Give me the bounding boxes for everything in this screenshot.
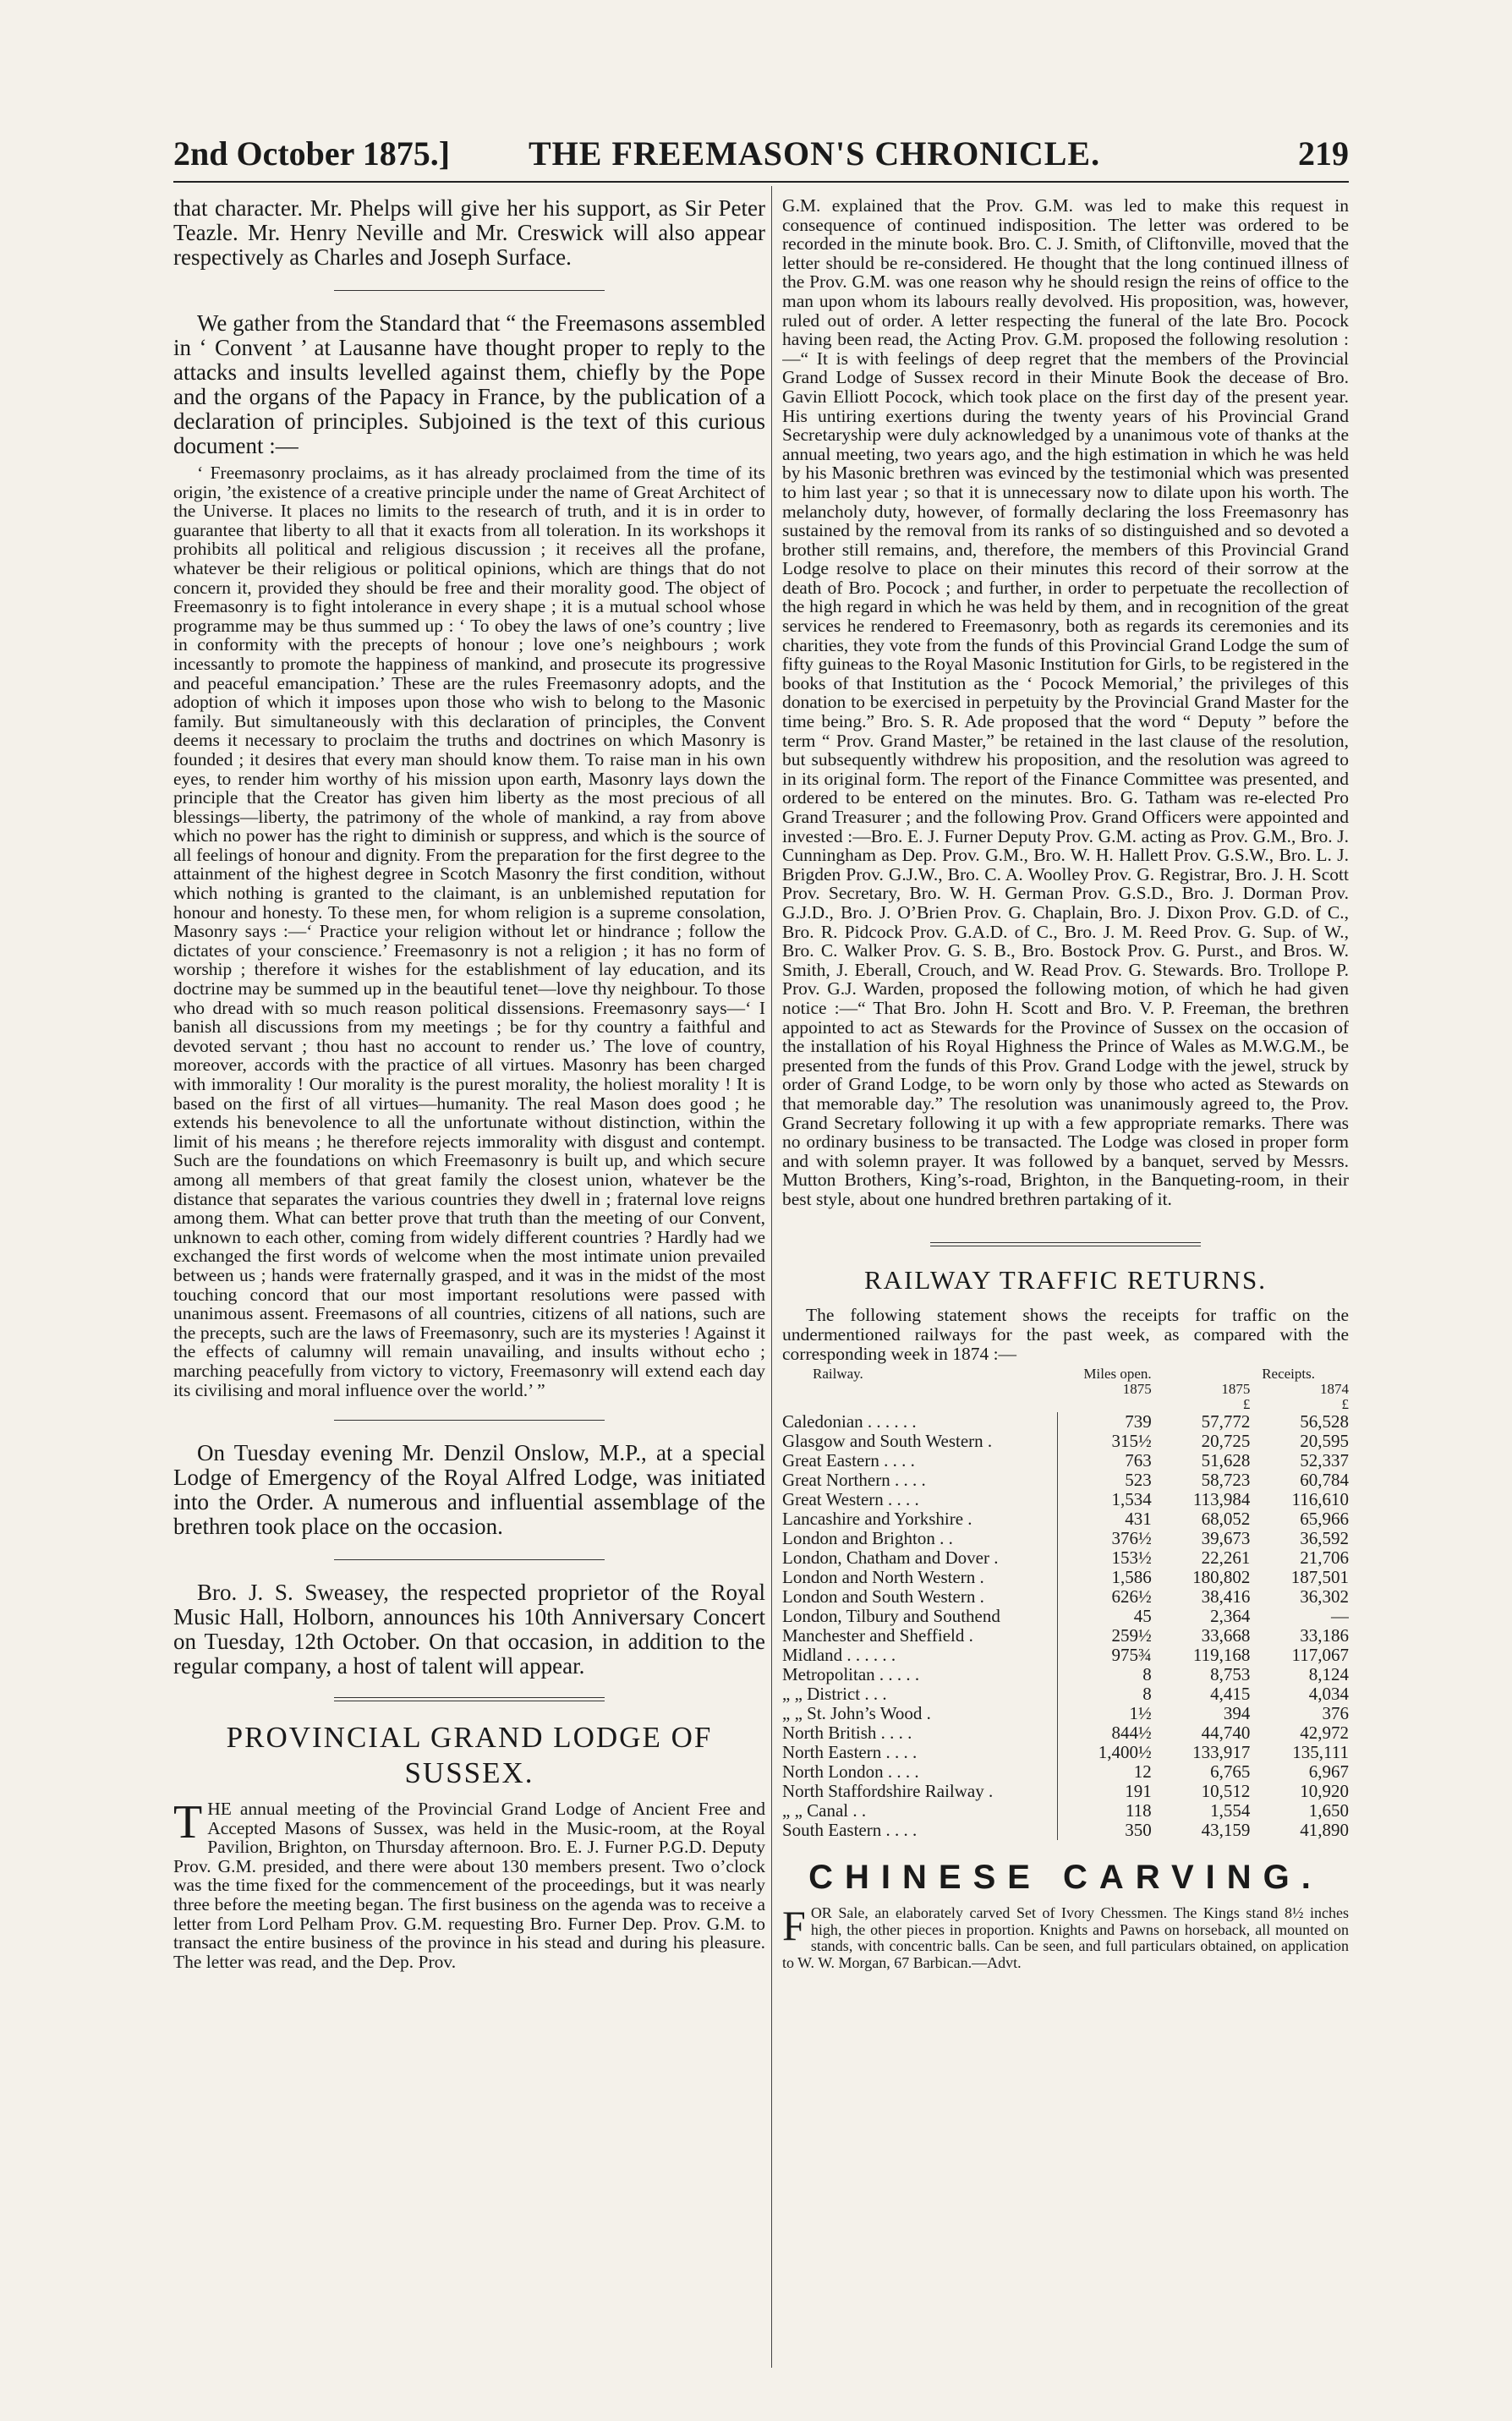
sussex-heading-line1: PROVINCIAL GRAND LODGE OF	[226, 1721, 713, 1755]
table-row	[782, 1412, 1349, 1432]
railway-table-currency	[782, 1397, 1349, 1412]
table-row	[782, 1509, 1349, 1529]
railway-name: „ „ Canal . .	[782, 1801, 1057, 1821]
table-row	[782, 1684, 1349, 1704]
table-row	[782, 1762, 1349, 1782]
miles-open: 118	[1125, 1800, 1152, 1821]
railway-name: North Eastern . . . .	[782, 1743, 1057, 1762]
receipts-1875: 113,984	[1192, 1489, 1251, 1510]
railway-name: Great Eastern . . . .	[782, 1451, 1057, 1471]
receipts-1874: 65,966	[1300, 1509, 1349, 1530]
miles-open: 1,534	[1111, 1489, 1152, 1510]
receipts-1874: —	[1331, 1606, 1349, 1627]
year-1875: 1875	[1221, 1381, 1251, 1398]
col-receipts: Receipts.	[1262, 1366, 1315, 1383]
sussex-heading-line2: SUSSEX.	[404, 1756, 534, 1790]
chinese-ad-text: OR Sale, an elaborately carved Set of Ivory Chessmen. The Kings stand 8½ inches high, the other pieces in proportion. Knights and Pawns on horseback, all mounted on stands, with concentric balls. Can be seen, and full particulars obtained, on application to W. W. Morgan, 67 Barbican.—Advt.	[782, 1904, 1349, 1971]
receipts-1874: 116,610	[1291, 1489, 1349, 1510]
railway-name: South Eastern . . . .	[782, 1821, 1057, 1840]
table-row	[782, 1782, 1349, 1801]
table-row	[782, 1548, 1349, 1568]
column-divider	[771, 186, 772, 2368]
receipts-1874: 6,967	[1308, 1761, 1349, 1783]
railway-table	[782, 1367, 1349, 1840]
receipts-1874: 42,972	[1300, 1723, 1349, 1744]
section-rule	[334, 1420, 605, 1421]
railway-heading: RAILWAY TRAFFIC RETURNS.	[863, 1265, 1268, 1295]
left-column	[173, 196, 765, 2395]
receipts-1874: 4,034	[1308, 1684, 1349, 1705]
table-row	[782, 1743, 1349, 1762]
receipts-1875: 58,723	[1201, 1470, 1251, 1491]
miles-open: 1,586	[1111, 1567, 1152, 1588]
receipts-1874: 8,124	[1308, 1664, 1349, 1685]
miles-open: 8	[1142, 1664, 1152, 1685]
railway-name: Great Northern . . . .	[782, 1471, 1057, 1490]
sussex-paragraph	[173, 1796, 765, 1972]
receipts-1874: 117,067	[1291, 1645, 1349, 1666]
railway-name: North British . . . .	[782, 1723, 1057, 1743]
miles-open: 8	[1142, 1684, 1152, 1705]
phelps-paragraph: that character. Mr. Phelps will give her his support, as Sir Peter Teazle. Mr. Henry Neville and Mr. Creswick will also appear respectively as Charles and Joseph Surface.	[173, 196, 765, 270]
railway-name: London, Tilbury and Southend	[782, 1607, 1057, 1626]
header-rule	[173, 181, 1349, 183]
receipts-1874: 10,920	[1300, 1781, 1349, 1802]
table-row	[782, 1704, 1349, 1723]
miles-open: 626½	[1111, 1586, 1152, 1608]
miles-open: 431	[1125, 1509, 1152, 1530]
railway-name: North Staffordshire Railway .	[782, 1782, 1057, 1801]
table-row	[782, 1432, 1349, 1451]
miles-open: 763	[1125, 1450, 1152, 1471]
receipts-1875: 44,740	[1201, 1723, 1251, 1744]
receipts-1875: 33,668	[1201, 1625, 1251, 1646]
railway-name: Great Western . . . .	[782, 1490, 1057, 1509]
railway-name: Manchester and Sheffield .	[782, 1626, 1057, 1646]
receipts-1874: 187,501	[1290, 1567, 1349, 1588]
railway-name: London, Chatham and Dover .	[782, 1548, 1057, 1568]
miles-open: 1½	[1129, 1703, 1152, 1724]
sussex-dropcap: T	[173, 1796, 203, 1849]
currency-1874: £	[1341, 1396, 1349, 1413]
table-row	[782, 1471, 1349, 1490]
railway-name: Lancashire and Yorkshire .	[782, 1509, 1057, 1529]
receipts-1874: 20,595	[1300, 1431, 1349, 1452]
receipts-1874: 1,650	[1308, 1800, 1349, 1821]
receipts-1874: 52,337	[1300, 1450, 1349, 1471]
table-row	[782, 1801, 1349, 1821]
receipts-1875: 4,415	[1210, 1684, 1251, 1705]
receipts-1874: 376	[1322, 1703, 1349, 1724]
receipts-1875: 394	[1223, 1703, 1251, 1724]
railway-name: London and Brighton . .	[782, 1529, 1057, 1548]
header-date: 2nd October 1875.]	[173, 134, 451, 173]
receipts-1874: 36,302	[1300, 1586, 1349, 1608]
sussex-heading	[173, 1720, 765, 1791]
table-row	[782, 1607, 1349, 1626]
railway-name: Midland . . . . . .	[782, 1646, 1057, 1665]
miles-open: 315½	[1111, 1431, 1152, 1452]
table-row	[782, 1646, 1349, 1665]
railway-name: North London . . . .	[782, 1762, 1057, 1782]
railway-name: London and North Western .	[782, 1568, 1057, 1587]
receipts-1875: 57,772	[1201, 1411, 1251, 1432]
receipts-1874: 56,528	[1300, 1411, 1349, 1432]
header-title: THE FREEMASON'S CHRONICLE.	[529, 134, 1101, 173]
receipts-1875: 1,554	[1210, 1800, 1251, 1821]
receipts-1874: 33,186	[1300, 1625, 1349, 1646]
double-rule	[334, 1697, 605, 1701]
miles-open: 191	[1125, 1781, 1152, 1802]
table-row	[782, 1568, 1349, 1587]
receipts-1874: 41,890	[1300, 1820, 1349, 1841]
table-row	[782, 1451, 1349, 1471]
receipts-1875: 133,917	[1192, 1742, 1251, 1763]
receipts-1875: 119,168	[1192, 1645, 1251, 1666]
table-row	[782, 1626, 1349, 1646]
chinese-carving-ad	[782, 1902, 1349, 1971]
receipts-1875: 38,416	[1201, 1586, 1251, 1608]
onslow-paragraph: On Tuesday evening Mr. Denzil Onslow, M.P., at a special Lodge of Emergency of the Royal Alfred Lodge, was initiated into the Order. A numerous and influential assemblage of the brethren took place on the occasion.	[173, 1440, 765, 1540]
table-row	[782, 1587, 1349, 1607]
miles-open: 12	[1133, 1761, 1152, 1783]
year-miles: 1875	[1122, 1381, 1152, 1398]
sussex-paragraph-text: HE annual meeting of the Provincial Grand Lodge of Ancient Free and Accepted Masons of Sussex, was held in the Music-room, at the Royal Pavilion, Brighton, on Thursday afternoon. Bro. E. J. Furner P.G.D. Deputy Prov. G.M. presided, and there were about 130 members present. Two o’clock was the time fixed for the commencement of the proceedings, but it was nearly three before the meeting began. The first business on the agenda was to receive a letter from Lord Pelham Prov. G.M. requesting Bro. Furner Dep. Prov. G.M. to transact the entire business of the province in his stead and during his pleasure. The letter was read, and the Dep. Prov.	[173, 1799, 765, 1972]
miles-open: 1,400½	[1098, 1742, 1152, 1763]
railway-table-body	[782, 1412, 1349, 1840]
miles-open: 975¾	[1111, 1645, 1152, 1666]
railway-name: Caledonian . . . . . .	[782, 1412, 1057, 1432]
receipts-1874: 60,784	[1300, 1470, 1349, 1491]
railway-name: Glasgow and South Western .	[782, 1432, 1057, 1451]
section-rule	[334, 290, 605, 291]
receipts-1874: 135,111	[1292, 1742, 1349, 1763]
receipts-1875: 20,725	[1201, 1431, 1251, 1452]
miles-open: 844½	[1111, 1723, 1152, 1744]
receipts-1875: 51,628	[1201, 1450, 1251, 1471]
receipts-1875: 68,052	[1201, 1509, 1251, 1530]
standard-intro-paragraph: We gather from the Standard that “ the Freemasons assembled in ‘ Convent ’ at Lausanne have thought proper to reply to the attacks and insults levelled against them, chiefly by the Pope and the organs of the Papacy in France, by the publication of a declaration of principles. Subjoined is the text of this curious document :—	[173, 310, 765, 458]
railway-intro: The following statement shows the receipts for traffic on the undermentioned railways for the past week, as compared with the corresponding week in 1874 :—	[782, 1305, 1349, 1364]
receipts-1875: 2,364	[1210, 1606, 1251, 1627]
sweasey-paragraph: Bro. J. S. Sweasey, the respected proprietor of the Royal Music Hall, Holborn, announces his 10th Anniversary Concert on Tuesday, 12th October. On that occasion, in addition to the regular company, a host of talent will appear.	[173, 1580, 765, 1679]
miles-open: 350	[1125, 1820, 1152, 1841]
right-column	[782, 196, 1349, 2395]
col-railway: Railway.	[813, 1366, 863, 1383]
miles-open: 739	[1125, 1411, 1152, 1432]
page-header	[173, 134, 1349, 181]
railway-name: Metropolitan . . . . .	[782, 1665, 1057, 1684]
receipts-1875: 8,753	[1210, 1664, 1251, 1685]
receipts-1875: 39,673	[1201, 1528, 1251, 1549]
sussex-continued-paragraph: G.M. explained that the Prov. G.M. was led to make this request in consequence of continued indisposition. The letter was ordered to be recorded in the minute book. Bro. C. J. Smith, of Cliftonville, moved that the letter should be re-considered. He thought that the long continued illness of the Prov. G.M. was one reason why he should resign the reins of office to the man upon whom its labours really devolved. His proposition, was, however, ruled out of order. A letter respecting the funeral of the late Bro. Pocock having been read, the Acting Prov. G.M. proposed the following resolution :—“ It is with feelings of deep regret that the members of the Provincial Grand Lodge of Sussex record in their Minute Book the decease of Bro. Gavin Elliott Pocock, which took place on the first day of the present year. His untiring exertions during the twenty years of his Provincial Grand Secretaryship were duly acknowledged by a unanimous vote of thanks at the annual meeting, two years ago, and the high estimation in which he was held by his Masonic brethren was evinced by the testimonial which was presented to him last year ; so that it is unnecessary now to dilate upon his worth. The melancholy duty, however, of formally declaring the loss Freemasonry has sustained by the removal from its ranks of so distinguished and so devoted a brother still remains, and, therefore, the members of this Provincial Grand Lodge resolve to place on their minutes this record of their sorrow at the death of Bro. Pocock ; and further, in order to perpetuate the recollection of the high regard in which he was held by them, and in recognition of the great services he rendered to Freemasonry, both as regards its ceremonies and its charities, they vote from the funds of this Provincial Grand Lodge the sum of fifty guineas to the Royal Masonic Institution for Girls, to be registered in the books of that Institution as the ‘ Pocock Memorial,’ the privileges of this donation to be exercised in perpetuity by the Provincial Grand Master for the time being.” Bro. S. R. Ade proposed that the word “ Deputy ” before the term “ Prov. Grand Master,” be retained in the last clause of the resolution, but subsequently withdrew his proposition, and the resolution was agreed to in its original form. The report of the Finance Committee was presented, and ordered to be entered on the minutes. Bro. G. Tatham was re-elected Pro Grand Treasurer ; and the following Prov. Grand Officers were appointed and invested :—Bro. E. J. Furner Deputy Prov. G.M. acting as Prov. G.M., Bro. J. Cunningham as Dep. Prov. G.M., Bro. W. H. Hallett Prov. G.S.W., Bro. L. J. Brigden Prov. G.J.W., Bro. C. A. Woolley Prov. G. Registrar, Bro. J. H. Scott Prov. Secretary, Bro. W. H. German Prov. G.S.D., Bro. J. Dorman Prov. G.J.D., Bro. J. O’Brien Prov. G. Chaplain, Bro. J. Dixon Prov. G.D. of C., Bro. R. Pidcock Prov. G.A.D. of C., Bro. J. M. Reed Prov. G. Sup. of W., Bro. C. Walker Prov. G. S. B., Bro. Bostock Prov. G. Purst., and Bros. W. Smith, J. Eberall, Crouch, and W. Read Prov. G. Stewards. Bro. Trollope P. Prov. G.J. Warden, proposed the following motion, of which he had given notice :—“ That Bro. John H. Scott and Bro. V. P. Freeman, the brethren appointed to act as Stewards for the Province of Sussex on the occasion of the installation of his Royal Highness the Prince of Wales as M.W.G.M., be presented from the funds of this Prov. Grand Lodge with the jewel, struck by order of Grand Lodge, to be worn only by those who acted as Stewards on that memorable day.” The resolution was unanimously agreed to, the Prov. Grand Secretary following it up with a few appropriate remarks. There was no ordinary business to be transacted. The Lodge was closed in proper form and with solemn prayer. It was followed by a banquet, served by Messrs. Mutton Brothers, King’s-road, Brighton, in the Banqueting-room, in their best style, about one hundred brethren partaking of it.	[782, 196, 1349, 1209]
railway-table-header	[782, 1367, 1349, 1382]
railway-table-years	[782, 1382, 1349, 1397]
railway-name: „ „ St. John’s Wood .	[782, 1704, 1057, 1723]
miles-open: 45	[1133, 1606, 1152, 1627]
miles-open: 376½	[1111, 1528, 1152, 1549]
section-rule	[334, 1559, 605, 1560]
header-page-number: 219	[1298, 134, 1349, 173]
chinese-dropcap: F	[782, 1902, 806, 1950]
table-row	[782, 1529, 1349, 1548]
receipts-1875: 43,159	[1201, 1820, 1251, 1841]
col-miles: Miles open.	[1083, 1366, 1152, 1383]
miles-open: 523	[1125, 1470, 1152, 1491]
receipts-1875: 6,765	[1210, 1761, 1251, 1783]
miles-open: 153½	[1111, 1547, 1152, 1569]
railway-name: „ „ District . . .	[782, 1684, 1057, 1704]
table-row	[782, 1821, 1349, 1840]
chinese-carving-heading: CHINESE CARVING.	[808, 1859, 1323, 1897]
currency-1875: £	[1242, 1396, 1251, 1413]
table-row	[782, 1665, 1349, 1684]
receipts-1874: 36,592	[1300, 1528, 1349, 1549]
receipts-1875: 180,802	[1192, 1567, 1251, 1588]
receipts-1875: 22,261	[1201, 1547, 1251, 1569]
double-rule	[930, 1242, 1201, 1246]
declaration-quote: ‘ Freemasonry proclaims, as it has already proclaimed from the time of its origin, ’the existence of a creative principle under the name of Great Architect of the Universe. It places no limits to the research of truth, and it is in order to guarantee that liberty to all that it exacts from all toleration. In its workshops it prohibits all political and religious discussion ; it receives all the profane, whatever be their religious or political opinions, which are things that do not concern it, provided they should be free and their morality good. The object of Freemasonry is to fight intolerance in every shape ; it is a mutual school whose programme may be thus summed up : ‘ To obey the laws of one’s country ; live in conformity with the precepts of honour ; love one’s neighbours ; work incessantly to promote the happiness of mankind, and prosecute its progressive and peaceful emancipation.’ These are the rules Freemasonry adopts, and the adoption of which it imposes upon those who wish to belong to the Masonic family. But simultaneously with this declaration of principles, the Convent deems it necessary to proclaim the truths and doctrines on which Masonry is founded ; it desires that every man should know them. To raise man in his own eyes, to render him worthy of his mission upon earth, Masonry lays down the principle that the Creator has given him liberty as the most precious of all blessings—liberty, the patrimony of the whole of mankind, a ray from above which no power has the right to diminish or suppress, and which is the source of all feelings of honour and dignity. From the preparation for the first degree to the attainment of the highest degree in Scotch Masonry the first condition, without which nothing is granted to the claimant, is an unblemished reputation for honour and honesty. To these men, for whom religion is a supreme consolation, Masonry says :—‘ Practice your religion without let or hindrance ; follow the dictates of your conscience.’ Freemasonry is not a religion ; it has no form of worship ; therefore it wishes for the establishment of lay education, and its doctrine may be summed up in the beautiful tenet—love thy neighbour. To those who dread with so much reason political dissensions. Freemasonry says—‘ I banish all discussions from my meetings ; be for thy country a faithful and devoted servant ; thou hast no account to render us.’ The love of country, moreover, accords with the practice of all virtues. Masonry has been charged with immorality ! Our morality is the purest morality, the holiest morality ! It is based on the first of all virtues—humanity. The real Mason does good ; he extends his benevolence to all the unfortunate without distinction, within the limit of his means ; he therefore rejects immorality with disgust and contempt. Such are the foundations on which Freemasonry is built up, and which secure among all members of that great family the closest union, whatever be the distance that separates the various countries they dwell in ; fraternal love reigns among them. What can better prove that truth than the meeting of our Convent, unknown to each other, coming from widely different countries ? Hardly had we exchanged the first words of welcome when the most intimate union prevailed between us ; hands were fraternally grasped, and it was in the midst of the most touching concord that our most important resolutions were passed with unanimous assent. Freemasons of all countries, citizens of all nations, such are the precepts, such are the laws of Freemasonry, such are its mysteries ! Against it the effects of calumny will remain unavailing, and insults without echo ; marching peacefully from victory to victory, Freemasonry will extend each day its civilising and moral influence over the world.’ ”	[173, 463, 765, 1400]
table-row	[782, 1490, 1349, 1509]
table-row	[782, 1723, 1349, 1743]
miles-open: 259½	[1111, 1625, 1152, 1646]
receipts-1874: 21,706	[1300, 1547, 1349, 1569]
railway-name: London and South Western .	[782, 1587, 1057, 1607]
year-1874: 1874	[1320, 1381, 1349, 1398]
receipts-1875: 10,512	[1201, 1781, 1251, 1802]
